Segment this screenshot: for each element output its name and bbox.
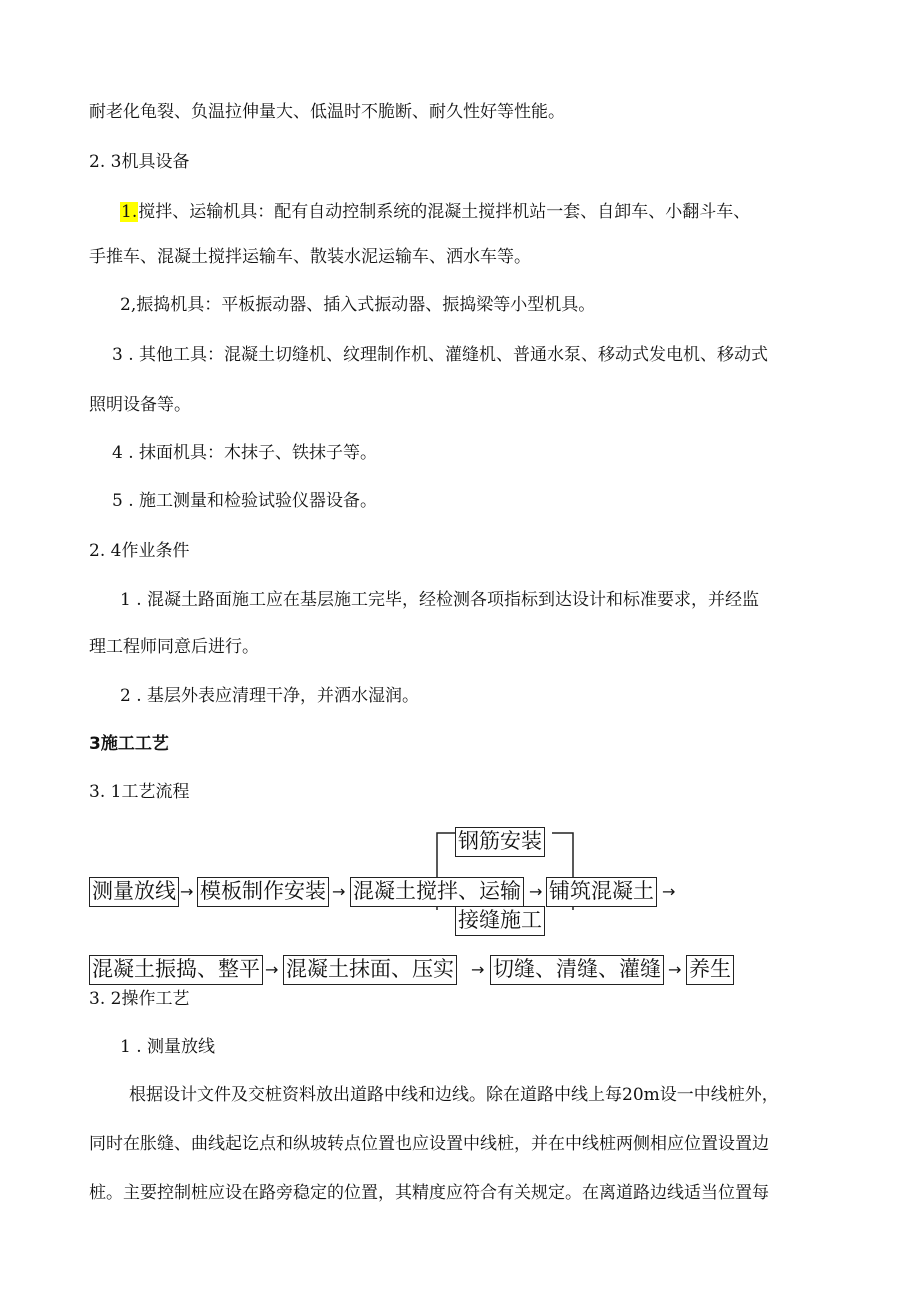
heading-2-4: 2. 4作业条件	[89, 541, 190, 561]
step-1-paragraph-line-3: 桩。主要控制桩应设在路旁稳定的位置，其精度应符合有关规定。在离道路边线适当位置每	[89, 1183, 769, 1203]
condition-item-2: 2 . 基层外表应清理干净，并洒水湿润。	[120, 686, 420, 706]
heading-3-2: 3. 2操作工艺	[89, 989, 190, 1009]
equipment-item-3-continued: 照明设备等。	[89, 395, 191, 415]
equipment-item-1-continued: 手推车、混凝土搅拌运输车、散装水泥运输车、洒水车等。	[89, 247, 531, 267]
flow-box-survey-layout: 测量放线	[89, 877, 179, 907]
paragraph-material-properties: 耐老化龟裂、负温拉伸量大、低温时不脆断、耐久性好等性能。	[89, 102, 565, 122]
step-1-paragraph-line-1: 根据设计文件及交桩资料放出道路中线和边线。除在道路中线上每20m设一中线桩外，	[129, 1085, 779, 1105]
heading-3: 3施工工艺	[89, 734, 169, 754]
flow-box-formwork: 模板制作安装	[197, 877, 329, 907]
flow-box-joint-construction: 接缝施工	[455, 906, 545, 936]
equipment-item-3: 3 . 其他工具：混凝土切缝机、纹理制作机、灌缝机、普通水泵、移动式发电机、移动式	[112, 345, 769, 365]
condition-item-1-continued: 理工程师同意后进行。	[89, 637, 259, 657]
flow-arrow: →	[662, 882, 676, 901]
flow-arrow: →	[529, 882, 543, 901]
flow-arrow: →	[180, 882, 194, 901]
flow-arrow: →	[332, 882, 346, 901]
equipment-item-1-text: 搅拌、运输机具：配有自动控制系统的混凝土搅拌机站一套、自卸车、小翻斗车、	[138, 202, 751, 222]
heading-3-1: 3. 1工艺流程	[89, 782, 190, 802]
flow-box-joint-cutting: 切缝、清缝、灌缝	[490, 955, 664, 985]
equipment-item-5: 5 . 施工测量和检验试验仪器设备。	[112, 491, 378, 511]
flow-arrow: →	[668, 960, 682, 979]
flow-box-steel-installation: 钢筋安装	[455, 827, 545, 857]
flow-box-finishing-compacting: 混凝土抹面、压实	[283, 955, 457, 985]
flow-box-mixing-transport: 混凝土搅拌、运输	[350, 877, 524, 907]
equipment-item-4: 4 . 抹面机具：木抹子、铁抹子等。	[112, 443, 378, 463]
flow-box-vibrating-leveling: 混凝土振捣、整平	[89, 955, 263, 985]
flow-box-curing: 养生	[686, 955, 734, 985]
step-1-title: 1 . 测量放线	[120, 1037, 216, 1057]
flow-arrow: →	[265, 960, 279, 979]
flow-box-paving-concrete: 铺筑混凝土	[546, 877, 657, 907]
step-1-paragraph-line-2: 同时在胀缝、曲线起讫点和纵坡转点位置也应设置中线桩，并在中线桩两侧相应位置设置边	[89, 1134, 769, 1154]
flow-arrow: →	[471, 960, 485, 979]
highlighted-number: 1.	[121, 202, 138, 222]
heading-2-3: 2. 3机具设备	[89, 152, 190, 172]
condition-item-1: 1 . 混凝土路面施工应在基层施工完毕，经检测各项指标到达设计和标准要求，并经监	[120, 590, 760, 610]
equipment-item-2: 2,振捣机具：平板振动器、插入式振动器、振捣梁等小型机具。	[120, 295, 596, 315]
